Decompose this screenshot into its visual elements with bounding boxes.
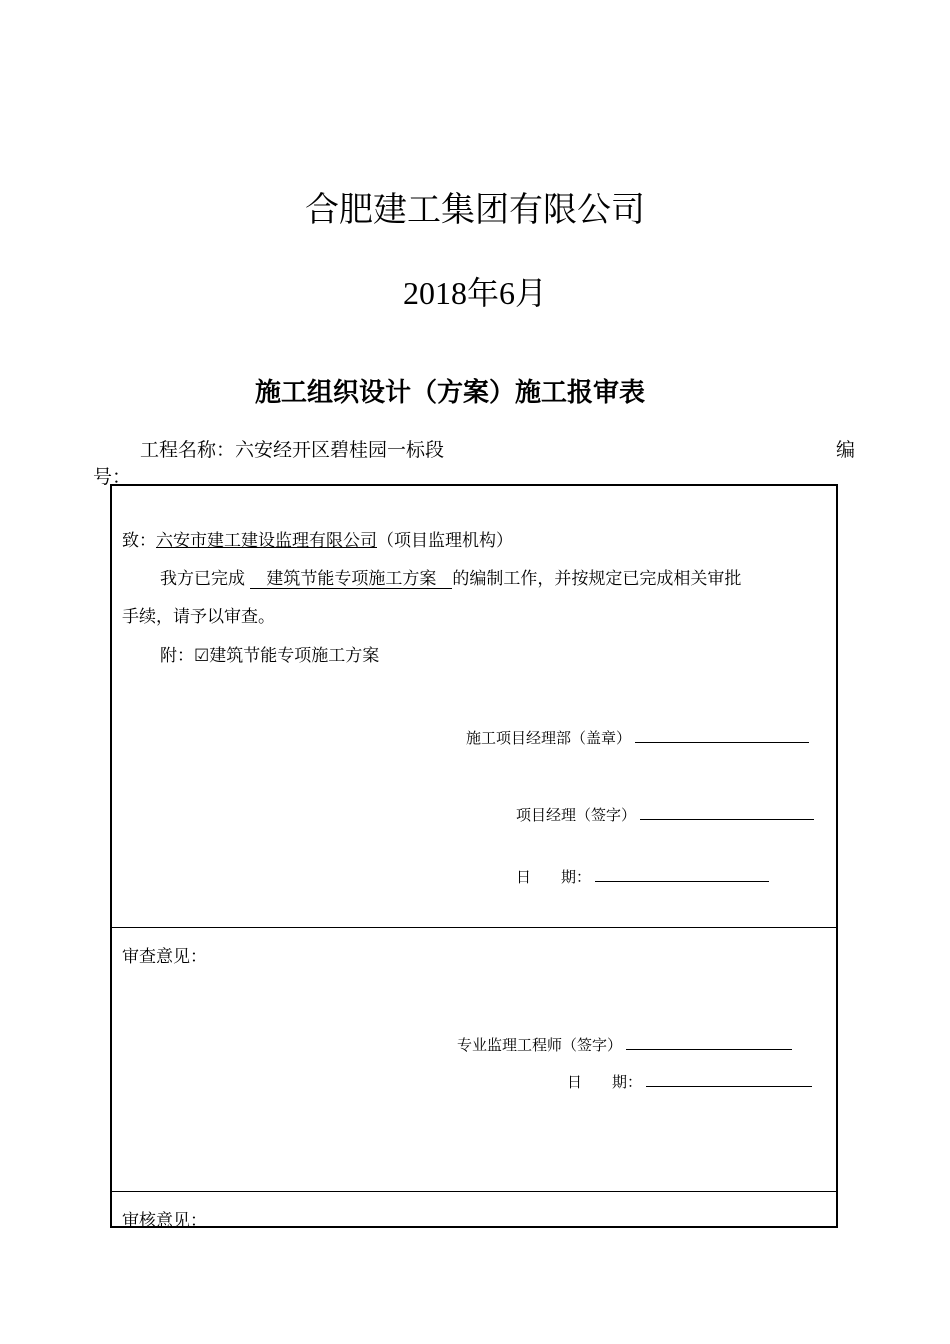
completion-line-2: 手续，请予以审查。 [122,607,275,627]
section1-date-blank[interactable] [595,867,769,882]
contractor-stamp-label: 施工项目经理部（盖章） [466,729,632,747]
divider-1 [112,927,836,928]
engineer-signature-label: 专业监理工程师（签字） [457,1036,623,1054]
review-form-table [110,484,838,1231]
company-name: 合肥建工集团有限公司 [305,190,645,230]
review-opinion-label: 审查意见： [122,947,207,967]
completion-line [160,564,741,589]
approval-opinion-label: 审核意见： [122,1211,207,1231]
completion-suffix: 的编制工作，并按规定已完成相关审批 [452,569,742,589]
attachment-line [160,641,379,666]
attachment-prefix: 附： [160,646,194,666]
project-name: 工程名称：六安经开区碧桂园一标段 [140,439,445,461]
contractor-stamp-blank[interactable] [635,728,809,743]
section2-date-line [567,1071,812,1092]
addressee-line [122,526,513,551]
completion-prefix: 我方已完成 [160,569,245,589]
addressee-suffix: （项目监理机构） [377,531,513,551]
number-label-part1: 编 [836,439,856,461]
attachment-item: 建筑节能专项施工方案 [209,646,380,666]
form-title: 施工组织设计（方案）施工报审表 [254,378,645,408]
manager-signature-blank[interactable] [640,805,814,820]
divider-2 [112,1191,836,1192]
engineer-signature-line [457,1034,792,1055]
engineer-signature-blank[interactable] [626,1035,792,1050]
section1-date-line [516,866,769,887]
addressee-prefix: 致： [122,531,156,551]
section2-date-blank[interactable] [646,1072,812,1087]
number-label-part2: 号： [93,466,132,488]
section2-date-label: 日 期： [567,1073,643,1091]
section1-date-label: 日 期： [516,868,592,886]
manager-signature-line [516,804,814,825]
document-date: 2018年6月 [402,275,547,311]
manager-signature-label: 项目经理（签字） [516,806,637,824]
addressee-org: 六安市建工建设监理有限公司 [156,531,377,551]
plan-name: 建筑节能专项施工方案 [250,570,452,589]
contractor-stamp-line [466,727,809,748]
attachment-checkbox[interactable]: ☑ [194,646,210,666]
